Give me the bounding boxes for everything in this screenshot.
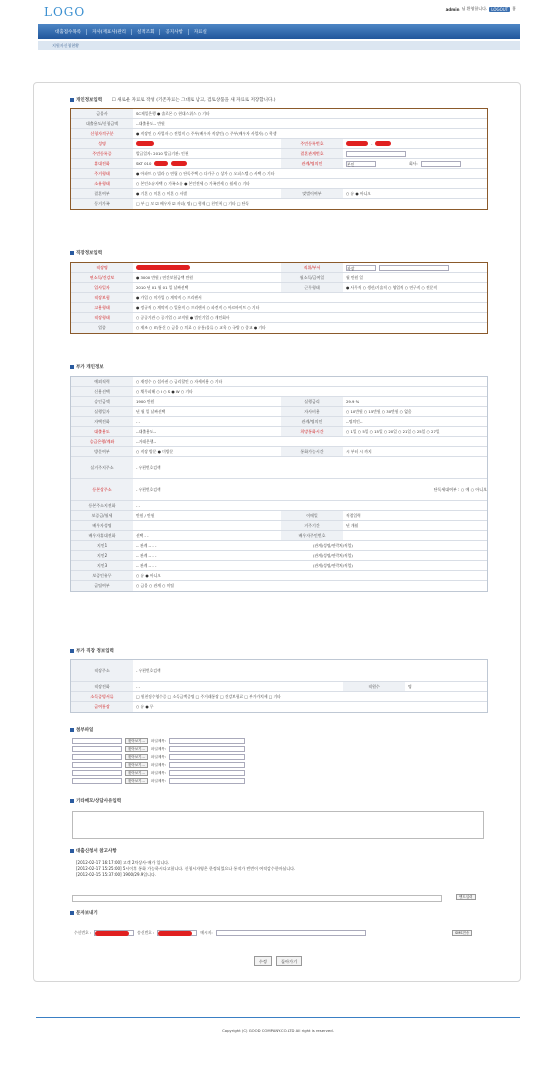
table-row: 지인3 -- 관계 -- - - (관계/성명/연락처/직업) bbox=[71, 561, 487, 571]
table-row: 성명 주민등록번호 - bbox=[71, 139, 487, 149]
table-row: 결혼여부 ● 기혼 ○ 미혼 ○ 이혼 ○ 사별 맞벌이여부 ○ 유 ● 아니오 bbox=[71, 189, 487, 199]
extra-info-table bbox=[70, 376, 488, 592]
table-row: 동거가족 □ 부 □ 모 ☑ 배우자 ☑ 자녀( 명) □ 형제 □ 친인척 □ 기타 □ 단독 bbox=[71, 199, 487, 209]
extra-job-table bbox=[70, 659, 488, 713]
table-row: 입사일자 2010 년 01 월 01 일 날짜선택 근무형태 ● 사무직 ○ 생산/기술직 ○ 영업직 ○ 연구직 ○ 전문직 bbox=[71, 283, 487, 293]
footer-line bbox=[36, 1017, 520, 1018]
sms-row: 수신번호 : 송신번호 : 메시지: bbox=[74, 930, 366, 936]
table-row: 직장명 직위/부서 과장 bbox=[71, 263, 487, 273]
browse-button[interactable]: 찾아보기... bbox=[125, 762, 148, 768]
table-row: 배우자휴대전화 선택 - - 배우자주민번호 bbox=[71, 531, 487, 541]
nav-notice[interactable]: 공지사항 bbox=[160, 29, 188, 35]
table-row: 승인금액 1900 만원 실행금리 29.9 % bbox=[71, 397, 487, 407]
basic-info-table bbox=[70, 108, 488, 210]
table-row: 신용선택 ○ 채무피해 ○ I ○ S ● W ○ 기타 bbox=[71, 387, 487, 397]
redacted bbox=[136, 141, 154, 146]
table-row: 승금은행/계좌 --거래은행-- bbox=[71, 437, 487, 447]
save-button[interactable]: 수정 bbox=[254, 956, 272, 966]
table-row: 보증인유무 ○ 유 ● 아니오 bbox=[71, 571, 487, 581]
file-row: 찾아보기... 파일제목: bbox=[72, 777, 245, 785]
table-row: 직장주소 - 우편번호검색 bbox=[71, 660, 487, 682]
file-row: 찾아보기... 파일제목: bbox=[72, 753, 245, 761]
table-row: 실거주지주소 - 우편번호검색 bbox=[71, 457, 487, 479]
history-notes: [2012-02-17 16:17:00] 고객 2차상사-매가 입니다. [2012-02-17 15:25:00] 5시이후 통화 가능하시다고합니다. 신청시자영은 한정되었으나 통적가 빈번이 여적감수한마심니다. [2012-02-15 15:37:00] 1900/29.9입니다. bbox=[76, 860, 296, 877]
welcome-text: 님 환영합니다. bbox=[461, 6, 488, 11]
table-row: 신청자격구분 ● 직장인 ○ 사업자 ○ 전업직 ○ 주부(배우자 직장인) ○ 주부(배우자 사업자) ○ 학생 bbox=[71, 129, 487, 139]
breadcrumb: 지원자신청현황 bbox=[38, 41, 520, 50]
user-name: admin bbox=[445, 6, 460, 12]
section-history: 대출신청서 참고사항 bbox=[70, 848, 117, 854]
memo-input[interactable] bbox=[72, 895, 442, 902]
file-row: 찾아보기... 파일제목: bbox=[72, 761, 245, 769]
logo: LOGO bbox=[44, 5, 86, 19]
browse-button[interactable]: 찾아보기... bbox=[125, 770, 148, 776]
table-row: 업종 ○ 제조 ○ IT/통신 ○ 금융 ○ 의료 ○ 유통/물류 ○ 교육 ○ 국방 ○ 종교 ● 기타 bbox=[71, 323, 487, 333]
form-buttons bbox=[0, 956, 556, 966]
table-row: 직장형태 ○ 공공기관 ○ 공기업 ○ 교직원 ● 법인기업 ○ 개인회사 bbox=[71, 313, 487, 323]
memo-submit-button[interactable]: 멘트입력 bbox=[456, 894, 476, 900]
nav-company[interactable]: 자사(재표사)관리 bbox=[87, 29, 132, 35]
table-row: 주거형태 ● 아파트 ○ 빌라 ○ 연립 ○ 단독주택 ○ 다가구 ○ 상가 ○ 오피스텔 ○ 사택 ○ 기타 bbox=[71, 169, 487, 179]
table-row: 보증금/월세 만원 / 만원 이메일 직접입력 bbox=[71, 511, 487, 521]
job-info-table bbox=[70, 262, 488, 334]
table-row: 예외직력 ○ 재정수 ○ 섭사권 ○ 급리할인 ○ 자세비용 ○ 기타 bbox=[71, 377, 487, 387]
table-row: 직장전화 - - 직원수 명 bbox=[71, 682, 487, 692]
memo-textarea[interactable] bbox=[72, 811, 484, 839]
table-row: 등본상주소 - 우편번호검색 단독세대여부 : ○ 예 ○ 아니오 bbox=[71, 479, 487, 501]
file-row: 찾아보기... 파일제목: bbox=[72, 737, 245, 745]
browse-button[interactable]: 찾아보기... bbox=[125, 778, 148, 784]
top-links bbox=[446, 6, 516, 12]
table-row: 소득증빙서류 □ 원천징수영수증 □ 소득금액증명 □ 주거래통장 □ 건강보험료 □ 부가가치세 □ 기타 bbox=[71, 692, 487, 702]
section-extra-job: 부가 직장 정보입력 bbox=[70, 648, 114, 654]
table-row: 직장보험 ● 가입 ○ 미가입 ○ 계약직 ○ 프리랜서 bbox=[71, 293, 487, 303]
file-row: 찾아보기... 파일제목: bbox=[72, 745, 245, 753]
table-row: 고용형태 ● 정규직 ○ 계약직 ○ 일용직 ○ 프리랜서 ○ 파견직 ○ 아르바이트 ○ 기타 bbox=[71, 303, 487, 313]
nav-performance[interactable]: 실적조회 bbox=[132, 29, 160, 35]
copyright: Copyright (C) GOOD COMPANY.CO.LTD All right is reserved. bbox=[222, 1028, 334, 1033]
sms-message-input[interactable] bbox=[216, 930, 366, 936]
table-row: 연소득/건강보 ● 3000 만원 / 연간보험금액 만원 월소득/금여일 월 만원 일 bbox=[71, 273, 487, 283]
header bbox=[0, 0, 556, 22]
back-button[interactable]: 돌아가기 bbox=[276, 956, 302, 966]
browse-button[interactable]: 찾아보기... bbox=[125, 754, 148, 760]
file-row: 찾아보기... 파일제목: bbox=[72, 769, 245, 777]
nav-loan-list[interactable]: 대출접수목록 bbox=[50, 29, 87, 35]
section-extra: 부가 개인정보 bbox=[70, 364, 104, 370]
logout-button[interactable]: LOGOUT bbox=[491, 6, 509, 12]
section-files: 첨부파일 bbox=[70, 727, 93, 733]
section-memo: 기타메모/상담사유입력 bbox=[70, 798, 121, 804]
table-row: 지인1 -- 관계 -- - - (관계/성명/연락처/직업) bbox=[71, 541, 487, 551]
browse-button[interactable]: 찾아보기... bbox=[125, 738, 148, 744]
section-job: 직장정보입력 bbox=[70, 250, 102, 256]
table-row: 금융사 SC제일은행 ● 솔로몬 ○ 현대스위스 ○ 기타 bbox=[71, 109, 487, 119]
table-row: 배우자성명 거주기간 년 개월 bbox=[71, 521, 487, 531]
sms-send-button[interactable]: SMS전송 bbox=[452, 930, 472, 936]
section-basic: 개인정보입력 ☐ 새로운 자료로 작성 (기존자료는 그대로 남고, 검토상품을 새 자료로 저장합니다.) bbox=[70, 97, 276, 103]
nav-archive[interactable]: 자료실 bbox=[193, 29, 207, 35]
browse-button[interactable]: 찾아보기... bbox=[125, 746, 148, 752]
file-list bbox=[72, 737, 245, 785]
table-row: 급여통장 ○ 유 ● 무 bbox=[71, 702, 487, 712]
main-nav bbox=[38, 24, 520, 39]
table-row: 자택전화 - - 관계/명의인 --명의인-- bbox=[71, 417, 487, 427]
table-row: 실행일자 년 월 일 날짜선택 자사비용 ○ 10만원 ○ 15만원 ○ 30만원 ○ 없음 bbox=[71, 407, 487, 417]
table-row: 대출용도/신청금액 --대출용도-- 만원 bbox=[71, 119, 487, 129]
table-row: 휴대전화 SKT 010 관계/명의인 본인 회사: bbox=[71, 159, 487, 169]
table-row: 지인2 -- 관계 -- - - (관계/성명/연락처/직업) bbox=[71, 551, 487, 561]
table-row: 등본주소지전화 - - bbox=[71, 501, 487, 511]
table-row: 소유형태 ○ 본인소유자택 ○ 가족소유 ● 본인전세 ○ 가족전세 ○ 월세 ○ 기타 bbox=[71, 179, 487, 189]
table-row: 대출용도 --대출용도-- 희망통화시간 ○ 1일 ○ 5일 ○ 15일 ○ 20일 ○ 21일 ○ 25일 ○ 27일 bbox=[71, 427, 487, 437]
table-row: 급팀여부 ○ 금융 ○ 관계 ○ 미팀 bbox=[71, 581, 487, 591]
home-link[interactable]: 홈 bbox=[512, 6, 516, 11]
table-row: 방문여부 ○ 직장 방문 ● 미방문 통화가능시간 시 부터 시 까지 bbox=[71, 447, 487, 457]
table-row: 주민등록증 발급일자: 2010 발급기관: 인천 결혼관계번호 bbox=[71, 149, 487, 159]
section-sms: 문자보내기 bbox=[70, 910, 98, 916]
